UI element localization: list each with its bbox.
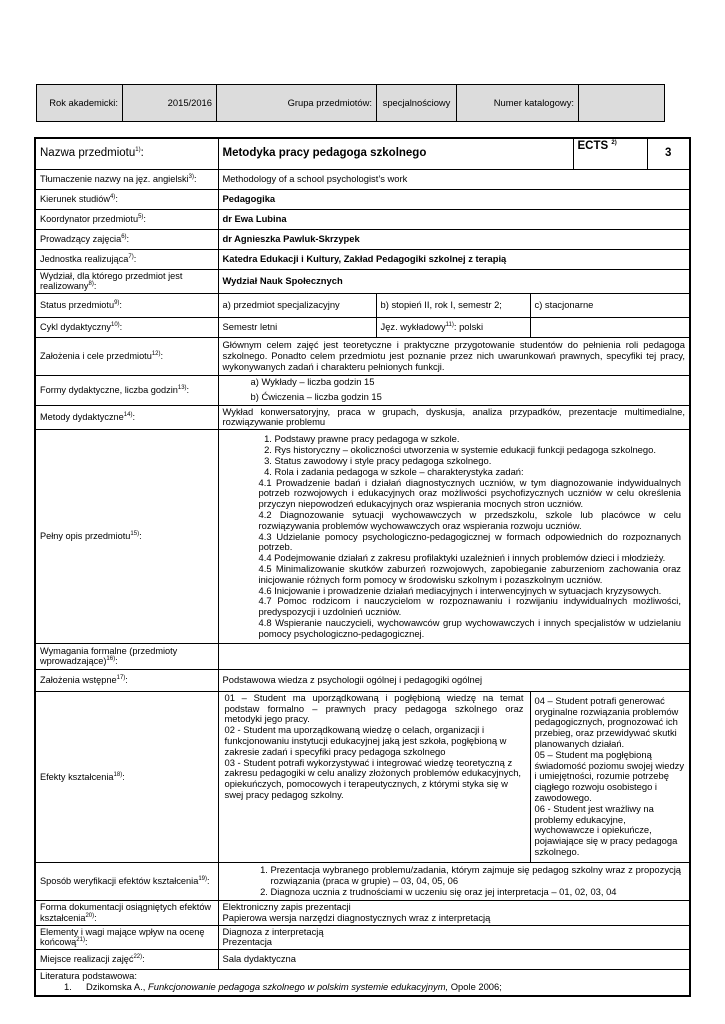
effect-item: 04 – Student potrafi generować oryginalne rozwiązania problemów pedagogicznych, prognozować ich przebieg, oraz przewidywać skutki planowanych działań.	[534, 694, 679, 749]
unit-label: Jednostka realizująca$^{7)}$:	[35, 249, 218, 269]
empty-cell	[530, 317, 690, 337]
description-item: 1. Podstawy prawne pracy pedagoga w szkole.	[275, 434, 682, 445]
effect-item: 03 - Student potrafi wykorzystywać i integrować wiedzę teoretyczną z zakresu pedagogiki w celu analizy złożonych problemów edukacyjnych, opiekuńczych, pomocowych i terapeutycznych, z którymi styka się w swej pracy pedagog szkolny.	[224, 756, 522, 801]
effect-item: 05 – Student ma pogłębioną świadomość poziomu swojej wiedzy i umiejętności, rozumie potrzebę ciągłego rozwoju osobistego i zawodowego.	[534, 748, 685, 804]
description-subitem: 4.1 Prowadzenie badań i działań diagnostycznych uczniów, w tym diagnozowanie indywidualnych potrzeb rozwojowych i edukacyjnych oraz możliwości psychofizycznych uczniów w celu określenia przyczyn niepowodzeń edukacyjnych oraz wspierania mocnych stron uczniów.	[258, 476, 681, 510]
verification-item: 2. Diagnoza ucznia z trudnościami w uczeniu się oraz jej interpretacja – 01, 02, 03, 04	[271, 887, 682, 898]
effect-item: 02 - Student ma uporządkowaną wiedzę o celach, organizacji i funkcjonowaniu instytucji edukacyjnej jaką jest szkoła, pogłębioną w zakresie zadań i specyfiki pracy pedagoga szkolnego	[224, 724, 507, 757]
description-item: 3. Status zawodowy i style pracy pedagoga szkolnego.	[275, 456, 682, 467]
effect-item: 06 - Student jest wrażliwy na problemy edukacyjne, wychowawcze i opiekuńcze, pojawiające się w pracy pedagoga szkolnego.	[534, 802, 678, 858]
ects-label: ECTS $^{2)}$	[573, 138, 647, 169]
faculty-label: Wydział, dla którego przedmiot jest realizowany$^{8)}$:	[35, 269, 218, 293]
cycle-value: Semestr letni	[218, 317, 376, 337]
description-subitem: 4.8 Wspieranie nauczycieli, wychowawców grup wychowawczych i innych specjalistów w udzielaniu pomocy psychologiczno-pedagogicznej.	[258, 617, 681, 639]
forms-label: Formy dydaktyczne, liczba godzin$^{13)}$:	[35, 375, 218, 405]
translation-label: Tłumaczenie nazwy na jęz. angielski$^{3)}$:	[35, 169, 218, 189]
effects-label: Efekty kształcenia$^{18)}$:	[35, 691, 218, 862]
place-label: Miejsce realizacji zajęć$^{22)}$:	[35, 950, 218, 970]
description-subitem: 4.2 Diagnozowanie sytuacji wychowawczych w przedszkolu, szkole lub placówce w celu rozwiązywania problemów wychowawczych oraz wspierania rozwoju uczniów.	[258, 508, 681, 531]
catalog-value	[579, 85, 665, 122]
field-label: Kierunek studiów$^{4)}$:	[35, 189, 218, 209]
description-item: 4. Rola i zadania pedagoga w szkole – charakterystyka zadań:	[275, 467, 682, 478]
grading-value	[218, 925, 690, 950]
group-value: specjalnościowy	[377, 85, 457, 122]
description-value	[218, 430, 690, 643]
description-label: Pełny opis przedmiotu$^{15)}$:	[35, 430, 218, 643]
goals-label: Założenia i cele przedmiotu$^{12)}$:	[35, 337, 218, 375]
teachers-label: Prowadzący zajęcia$^{6)}$:	[35, 229, 218, 249]
place-value: Sala dydaktyczna	[218, 950, 690, 970]
year-label: Rok akademicki:	[37, 85, 123, 122]
unit-value: Katedra Edukacji i Kultury, Zakład Pedagogiki szkolnej z terapią	[218, 249, 690, 269]
documentation-line: Elektroniczny zapis prezentacji	[222, 900, 351, 912]
goals-value: Głównym celem zajęć jest teoretyczne i praktyczne przygotowanie studentów do pełnienia roli pedagoga szkolnego. Ponadto celem przedmiotu jest poznanie przez nich uwarunkowań prawnych, specyfiki tej pracy, wykonywanych zadań i charakteru pełnionych funkcji.	[218, 337, 690, 375]
group-label: Grupa przedmiotów:	[217, 85, 377, 122]
forms-item: a) Wykłady – liczba godzin 15	[250, 376, 375, 388]
methods-label: Metody dydaktyczne$^{14)}$:	[35, 405, 218, 430]
ects-value: 3	[647, 138, 690, 169]
status-b: b) stopień II, rok I, semestr 2;	[376, 293, 530, 317]
verification-value	[218, 862, 690, 900]
faculty-value: Wydział Nauk Społecznych	[218, 269, 690, 293]
methods-value: Wykład konwersatoryjny, praca w grupach, dyskusja, analiza przypadków, prezentacje multimedialne, rozwiązywanie problemu	[218, 405, 690, 430]
description-subitem: 4.7 Pomoc rodzicom i nauczycielom w rozpoznawaniu i rozwijaniu indywidualnych możliwości, predyspozycji i uzdolnień uczniów.	[258, 595, 681, 618]
grading-label: Elementy i wagi mające wpływ na ocenę końcową$^{21)}$:	[35, 925, 218, 950]
forms-value	[218, 375, 690, 405]
course-table	[34, 137, 691, 997]
effects-left	[218, 691, 530, 862]
description-subitem: 4.6 Inicjowanie i prowadzenie działań mediacyjnych i interwencyjnych w sytuacjach kryzysowych.	[258, 584, 662, 596]
status-label: Status przedmiotu$^{9)}$:	[35, 293, 218, 317]
verification-label: Sposób weryfikacji efektów kształcenia$^{19)}$:	[35, 862, 218, 900]
verification-item: 1. Prezentacja wybranego problemu/zadania, którym zajmuje się pedagog szkolny wraz z propozycją rozwiązania (praca w grupie) – 03, 04, 05, 06	[271, 865, 682, 887]
status-c: c) stacjonarne	[530, 293, 690, 317]
field-value: Pedagogika	[218, 189, 690, 209]
description-item: 2. Rys historyczny – okoliczności utworzenia w systemie edukacji funkcji pedagoga szkolnego.	[275, 445, 682, 456]
grading-line: Diagnoza z interpretacją	[222, 925, 324, 937]
forms-item: b) Ćwiczenia – liczba godzin 15	[250, 391, 382, 403]
documentation-value	[218, 900, 690, 925]
course-name-value: Metodyka pracy pedagoga szkolnego	[218, 138, 573, 169]
literature-item: 1. Dzikomska A., Funkcjonowanie pedagoga szkolnego w polskim systemie edukacyjnym, Opole 2006;	[64, 980, 502, 992]
header-table	[36, 84, 665, 122]
translation-value: Methodology of a school psychologist’s work	[218, 169, 690, 189]
course-name-label: Nazwa przedmiotu$^{1)}$:	[35, 138, 218, 169]
formal-req-label: Wymagania formalne (przedmioty wprowadzające)$^{16)}$:	[35, 643, 218, 669]
language-cell: Jęz. wykładowy$^{11)}$: polski	[376, 317, 530, 337]
cycle-label: Cykl dydaktyczny$^{10)}$:	[35, 317, 218, 337]
coordinator-label: Koordynator przedmiotu$^{5)}$:	[35, 209, 218, 229]
status-a: a) przedmiot specjalizacyjny	[218, 293, 376, 317]
catalog-label: Numer katalogowy:	[457, 85, 579, 122]
coordinator-value: dr Ewa Lubina	[218, 209, 690, 229]
description-subitem: 4.3 Udzielanie pomocy psychologiczno-pedagogicznej w formach odpowiednich do rozpoznanych potrzeb.	[258, 530, 681, 553]
effects-right	[530, 691, 690, 862]
documentation-label: Forma dokumentacji osiągniętych efektów kształcenia$^{20)}$:	[35, 900, 218, 925]
grading-line: Prezentacja	[222, 936, 273, 948]
description-subitem: 4.4 Podejmowanie działań z zakresu profilaktyki uzależnień i innych problemów dzieci i młodzieży.	[258, 552, 666, 564]
literature-label: Literatura podstawowa:	[40, 970, 137, 982]
documentation-line: Papierowa wersja narzędzi diagnostycznych wraz z interpretacją	[222, 911, 491, 923]
year-value: 2015/2016	[123, 85, 217, 122]
teachers-value: dr Agnieszka Pawluk-Skrzypek	[218, 229, 690, 249]
description-subitem: 4.5 Minimalizowanie skutków zaburzeń rozwojowych, zapobieganie zaburzeniom zachowania oraz inicjowanie różnych form pomocy w środowisku szkolnym i pozaszkolnym uczniów.	[258, 563, 681, 585]
literature	[35, 970, 690, 996]
prerequisites-value: Podstawowa wiedza z psychologii ogólnej i pedagogiki ogólnej	[218, 669, 690, 691]
formal-req-value	[218, 643, 690, 669]
prerequisites-label: Założenia wstępne$^{17)}$:	[35, 669, 218, 691]
effect-item: 01 – Student ma uporządkowaną i pogłębioną wiedzę na temat podstaw formalno – prawnych pracy pedagoga szkolnego oraz metodyki jego pracy.	[224, 691, 524, 725]
